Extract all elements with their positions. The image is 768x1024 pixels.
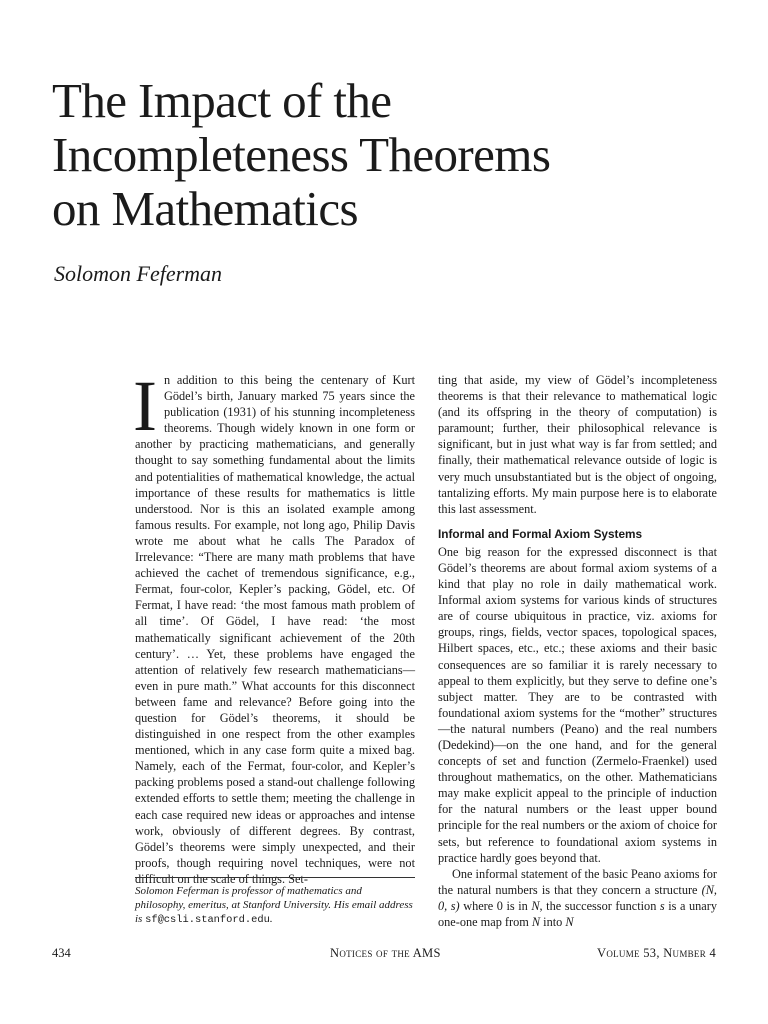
peano-text-4: is a unary one-one map from (438, 898, 717, 929)
author-footnote (135, 884, 415, 927)
math-structure: (N, 0, s) (438, 882, 717, 913)
continuation-paragraph: ting that aside, my view of Gödel’s incompleteness theorems is that their relevance to mathematical logic (and its offspring in the theory of computation) is paramount; further, their philosophical relevance is significant, but in just what way is far from settled; and finally, their mathematical relevance outside of logic is very much unsubstantiated but is the object of ongoing, tantalizing efforts. My main purpose here is to elaborate this last assessment. (438, 373, 717, 516)
peano-text-2: where 0 is in (459, 898, 532, 913)
peano-paragraph (438, 866, 717, 930)
math-n-1: N (531, 898, 540, 913)
footnote-end: . (269, 913, 273, 925)
author-email: sf@csli.stanford.edu (145, 914, 270, 926)
title-line-1: The Impact of the (52, 73, 392, 128)
section-heading: Informal and Formal Axiom Systems (438, 526, 643, 541)
author-name: Solomon Feferman (54, 261, 223, 286)
math-n-2: N (531, 915, 541, 929)
footnote-divider (135, 877, 415, 878)
title-line-2: Incompleteness Theorems (52, 127, 551, 182)
drop-cap: I (133, 366, 157, 446)
math-n-3: N (565, 915, 574, 929)
journal-name: Notices of the AMS (330, 946, 441, 960)
footnote-text: Solomon Feferman is professor of mathematics and philosophy, emeritus, at Stanford University. His email address is (135, 885, 413, 925)
title-line-3: on Mathematics (52, 181, 358, 236)
peano-text-1: One informal statement of the basic Peano axioms for the natural numbers is that they concern a structure (438, 866, 717, 897)
math-s: s (659, 898, 665, 913)
intro-paragraph (133, 366, 415, 887)
body-column-right (438, 372, 717, 930)
peano-text-3: , the successor function (539, 898, 660, 913)
page-number: 434 (52, 946, 71, 960)
peano-text-5: into (540, 915, 566, 929)
intro-text: n addition to this being the centenary of Kurt Gödel’s birth, January marked 75 years since the publication (1931) of his stunning incompleteness theorems. Though widely known in one form or another by practicing mathematicians, and generally thought to say something fundamental about the limits and potentialities of mathematical knowledge, the actual importance of these results for mathematics is little understood. Nor is this an isolated example among famous results. For example, not long ago, Philip Davis wrote me about what he calls The Paradox of Irrelevance: “There are many math problems that have achieved the cachet of tremendous significance, e.g., Fermat, four-color, Kepler’s packing, Gödel, etc. Of Fermat, I have read: ‘the most famous math problem of all time’. Of Gödel, I have read: ‘the most mathematically significant achievement of the 20th century’. … Yet, these problems have engaged the attention of relatively few research mathematicians—even in pure math.” What accounts for this disconnect between fame and relevance? Before going into the question for Gödel’s theorems, it should be distinguished in one respect from the other examples mentioned, which in any case form quite a mixed bag. Namely, each of the Fermat, four-color, and Kepler’s packing problems posed a stand-out challenge following extended efforts to settle them; meeting the challenge in each case required new ideas or approaches and intense work, obviously of different degrees. By contrast, Gödel’s theorems were simply unexpected, and their proofs, though requiring novel techniques, were not difficult on the scale of things. Set- (135, 373, 415, 886)
volume-issue: Volume 53, Number 4 (597, 946, 717, 960)
article-title (52, 74, 732, 236)
axiom-systems-paragraph: One big reason for the expressed disconnect is that Gödel’s theorems are about formal axiom systems of a kind that play no role in daily mathematical work. Informal axiom systems for various kinds of structures are of course ubiquitous in practice, viz. axioms for groups, rings, fields, vector spaces, topological spaces, Hilbert spaces, etc., etc.; these axioms and their basic consequences are so familiar it is rarely necessary to appeal to them explicitly, but they serve to define one’s subject matter. They are to be contrasted with foundational axiom systems for the “mother” structures—the natural numbers (Peano) and the real numbers (Dedekind)—on the one hand, and for the general concepts of set and function (Zermelo-Fraenkel) used throughout mathematics, on the other. Mathematicians may make explicit appeal to the principle of induction for the natural numbers or the least upper bound principle for the real numbers or the axiom of choice for sets, but reference to foundational axiom systems in practice hardly goes beyond that. (438, 544, 717, 865)
body-column-left (133, 366, 415, 887)
